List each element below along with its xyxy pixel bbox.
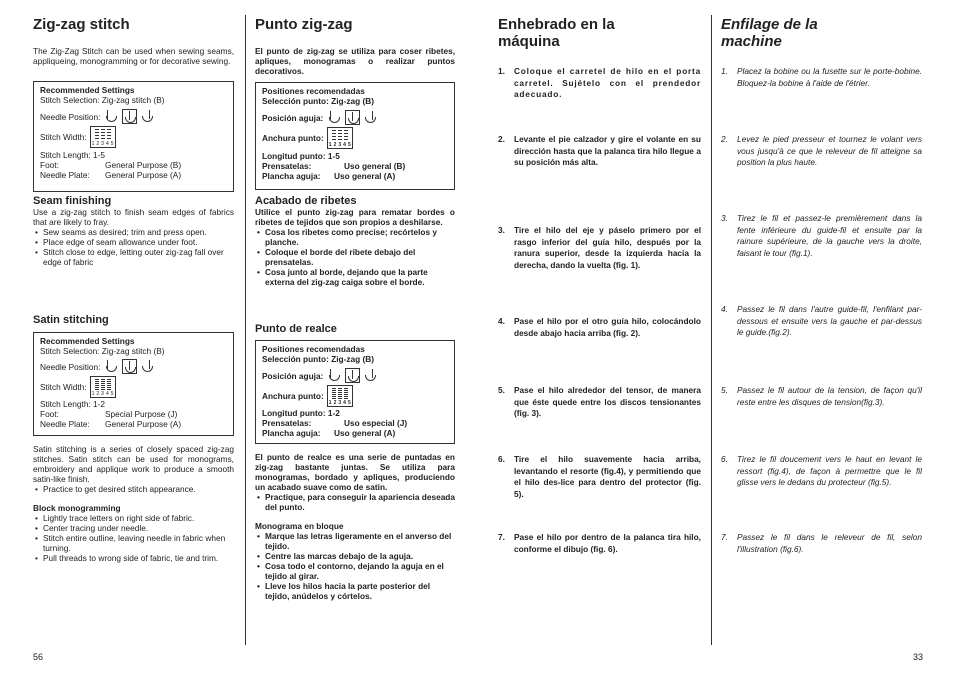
plate-value: Uso general (A) <box>334 428 396 438</box>
foot-label: Prensatelas: <box>262 418 312 428</box>
foot-label: Prensatelas: <box>262 161 312 171</box>
needle-left-icon <box>104 109 119 124</box>
section-text: Use a zig-zag stitch to finish seam edges of fabrics that are likely to fray. <box>33 207 234 227</box>
needle-position-icons <box>327 110 378 125</box>
needle-left-icon <box>327 110 342 125</box>
step-item: 5. Pase el hilo alrededor del tensor, de manera que éste quede entre los discos tensionantes (fig. 3). <box>498 385 701 418</box>
page-title: Enfilage de la machine <box>721 16 818 50</box>
stitch-width-label: Anchura punto: <box>262 391 324 401</box>
needle-right-icon <box>363 110 378 125</box>
plate-label: Needle Plate: <box>40 419 90 429</box>
list-item: • Lightly trace letters on right side of fabric. <box>43 513 234 523</box>
settings-header: Recommended Settings <box>40 336 135 346</box>
list-item: • Coloque el borde del ribete debajo del prensatelas. <box>265 247 455 267</box>
needle-position-icons <box>104 359 155 374</box>
step-item: 6. Tire el hilo suavemente hacia arriba, levantando el resorte (fig.4), y permitiendo que el hilo des-lice para dentro del protector (fig. 5). <box>498 454 701 499</box>
stitch-length: Longitud punto: 1-5 <box>262 151 340 161</box>
step-item: 5. Passez le fil autour de la tension, de façon qu'il reste entre les disques de tension(fig.3). <box>721 385 922 407</box>
stitch-width-icon: 1 2 3 4 5 <box>327 127 353 149</box>
step-item: 4. Pase el hilo por el otro guía hilo, colocándolo desde abajo hacia arriba (fig. 2). <box>498 316 701 338</box>
step-item: 1. Coloque el carretel de hilo en el porta carretel. Sujételo con el prendedor adecuado. <box>498 66 701 99</box>
step-item: 7. Pase el hilo por dentro de la palanca tira hilo, conforme el dibujo (fig. 6). <box>498 532 701 554</box>
foot-value: Uso especial (J) <box>344 418 408 428</box>
bullet-list <box>33 513 234 563</box>
satin-stitching-section <box>33 444 234 563</box>
bullet-list <box>33 227 234 267</box>
needle-position-label: Needle Position: <box>40 361 101 372</box>
section-title: Acabado de ribetes <box>255 195 357 207</box>
seam-finishing-section <box>33 195 234 267</box>
foot-value: Special Purpose (J) <box>105 409 178 419</box>
intro-text: The Zig-Zag Stitch can be used when sewing seams, appliqueing, monogramming or for decorative sewing. <box>33 46 234 66</box>
plate-value: General Purpose (A) <box>105 170 182 180</box>
satin-title: Satin stitching <box>33 314 109 326</box>
needle-right-icon <box>140 109 155 124</box>
needle-right-icon <box>363 368 378 383</box>
stitch-length: Stitch Length: 1-2 <box>40 399 106 409</box>
needle-position-label: Posición aguja: <box>262 370 324 381</box>
step-item: 6. Tirez le fil doucement vers le haut en levant le ressort (fig.4), de façon à permettre que le fil glisse vers le dedans du protecteur (fig.5). <box>721 454 922 487</box>
list-item: • Sew seams as desired; trim and press open. <box>43 227 234 237</box>
stitch-width-icon: 1 2 3 4 5 <box>90 376 116 398</box>
acabado-section <box>255 195 455 287</box>
recommended-settings-box <box>255 340 455 444</box>
bullet-list <box>33 484 234 494</box>
needle-position-icons <box>104 109 155 124</box>
recommended-settings-box <box>255 82 455 190</box>
settings-header: Positiones recomendadas <box>262 86 365 96</box>
section-title: Seam finishing <box>33 195 112 207</box>
column-divider <box>711 15 712 645</box>
stitch-length: Stitch Length: 1-5 <box>40 150 106 160</box>
list-item: • Marque las letras ligeramente en el anverso del tejido. <box>265 531 455 551</box>
step-item: 1. Placez la bobine ou la fusette sur le porte-bobine. Bloquez-la bobine à l'aide de l'étrier. <box>721 66 922 88</box>
column-divider <box>245 15 246 645</box>
needle-center-icon <box>345 368 360 383</box>
page-title: Zig-zag stitch <box>33 16 130 33</box>
plate-label: Plancha aguja: <box>262 171 321 181</box>
stitch-width-icon: 1 2 3 4 5 <box>327 385 353 407</box>
list-item: • Pull threads to wrong side of fabric, tie and trim. <box>43 553 234 563</box>
list-item: • Practice to get desired stitch appearance. <box>43 484 234 494</box>
needle-position-label: Posición aguja: <box>262 112 324 123</box>
step-item: 7. Passez le fil dans le releveur de fil, selon l'illustration (fig.6). <box>721 532 922 554</box>
list-item: • Center tracing under needle. <box>43 523 234 533</box>
settings-header: Positiones recomendadas <box>262 344 365 354</box>
needle-position-label: Needle Position: <box>40 111 101 122</box>
list-item: • Cosa todo el contorno, dejando la aguja en el tejido al girar. <box>265 561 455 581</box>
foot-label: Foot: <box>40 409 59 419</box>
list-item: • Centre las marcas debajo de la aguja. <box>265 551 455 561</box>
needle-center-icon <box>345 110 360 125</box>
list-item: • Stitch close to edge, letting outer zig-zag fall over edge of fabric <box>43 247 234 267</box>
step-item: 3. Tirez le fil et passez-le premièrement dans la fente inférieure du guide-fil et ensuite par la rainure supérieure, de la gauche vers la droite, faisant le tour (fig.1). <box>721 213 922 258</box>
bullet-list <box>255 531 455 601</box>
section-text: Satin stitching is a series of closely spaced zig-zag stitches. Satin stitch can be used for monograms, embroidery and applique work to produce a smooth satin-like finish. <box>33 444 234 484</box>
plate-value: General Purpose (A) <box>105 419 182 429</box>
bullet-list <box>255 492 455 512</box>
stitch-selection: Stitch Selection: Zig-zag stitch (B) <box>40 95 165 105</box>
stitch-length: Longitud punto: 1-2 <box>262 408 340 418</box>
list-item: • Stitch entire outline, leaving needle in fabric when turning. <box>43 533 234 553</box>
block-title: Block monogramming <box>33 503 121 513</box>
list-item: • Cosa junto al borde, dejando que la parte externa del zig-zag caiga sobre el borde. <box>265 267 455 287</box>
list-item: • Practique, para conseguir la apariencia deseada del punto. <box>265 492 455 512</box>
list-item: • Cosa los ribetes como precise; recórtelos y planche. <box>265 227 455 247</box>
list-item: • Lleve los hilos hacia la parte posterior del tejido, anúdelos y córtelos. <box>265 581 455 601</box>
realce-section <box>255 452 455 601</box>
page-number: 33 <box>913 652 924 662</box>
step-item: 2. Levez le pied presseur et tournez le volant vers vous jusqu'à ce que le releveur de fil atteigne sa position la plus haute. <box>721 134 922 167</box>
intro-text: El punto de zig-zag se utiliza para coser ribetes, apliques, monogramas o realizar puntos decorativos. <box>255 46 455 76</box>
step-item: 3. Tire el hilo del eje y páselo primero por el rasgo inferior del guía hilo, después por la ranura superior, desde la izquierda hacia la derecha, dando la vuelta (fig. 1). <box>498 225 701 270</box>
section-text: Utilice el punto zig-zag para rematar bordes o ribetes de tejidos que son propios a deshilarse. <box>255 207 455 227</box>
list-item: • Place edge of seam allowance under foot. <box>43 237 234 247</box>
step-item: 2. Levante el pie calzador y gire el volante en su dirección hasta que la palanca tira hilo llegue a su posición más alta. <box>498 134 701 167</box>
stitch-width-label: Anchura punto: <box>262 133 324 143</box>
foot-value: General Purpose (B) <box>105 160 182 170</box>
realce-title: Punto de realce <box>255 323 337 335</box>
needle-left-icon <box>327 368 342 383</box>
stitch-selection: Stitch Selection: Zig-zag stitch (B) <box>40 346 165 356</box>
foot-value: Uso general (B) <box>344 161 406 171</box>
section-text: El punto de realce es una serie de puntadas en zig-zag bastante juntas. Se utiliza para monogramas, bordado y apliques, produciendo un acabado suave como de satin. <box>255 452 455 492</box>
recommended-settings-box <box>33 332 234 436</box>
page-title: Punto zig-zag <box>255 16 353 33</box>
bullet-list <box>255 227 455 287</box>
recommended-settings-box <box>33 81 234 192</box>
needle-right-icon <box>140 359 155 374</box>
stitch-selection: Selección punto: Zig-zag (B) <box>262 96 375 106</box>
settings-header: Recommended Settings <box>40 85 135 95</box>
page-title: Enhebrado en la máquina <box>498 16 615 50</box>
block-title: Monograma en bloque <box>255 521 344 531</box>
needle-center-icon <box>122 109 137 124</box>
stitch-width-label: Stitch Width: <box>40 132 87 142</box>
needle-left-icon <box>104 359 119 374</box>
plate-label: Plancha aguja: <box>262 428 321 438</box>
stitch-selection: Selección punto: Zig-zag (B) <box>262 354 375 364</box>
stitch-width-label: Stitch Width: <box>40 382 87 392</box>
step-item: 4. Passez le fil dans l'autre guide-fil, l'enfilant par-dessous et ensuite vers la gauche et par-dessus le guide.(fig.2). <box>721 304 922 337</box>
foot-label: Foot: <box>40 160 59 170</box>
needle-center-icon <box>122 359 137 374</box>
plate-value: Uso general (A) <box>334 171 396 181</box>
stitch-width-icon: 1 2 3 4 5 <box>90 126 116 148</box>
needle-position-icons <box>327 368 378 383</box>
page-number: 56 <box>33 652 44 662</box>
plate-label: Needle Plate: <box>40 170 90 180</box>
